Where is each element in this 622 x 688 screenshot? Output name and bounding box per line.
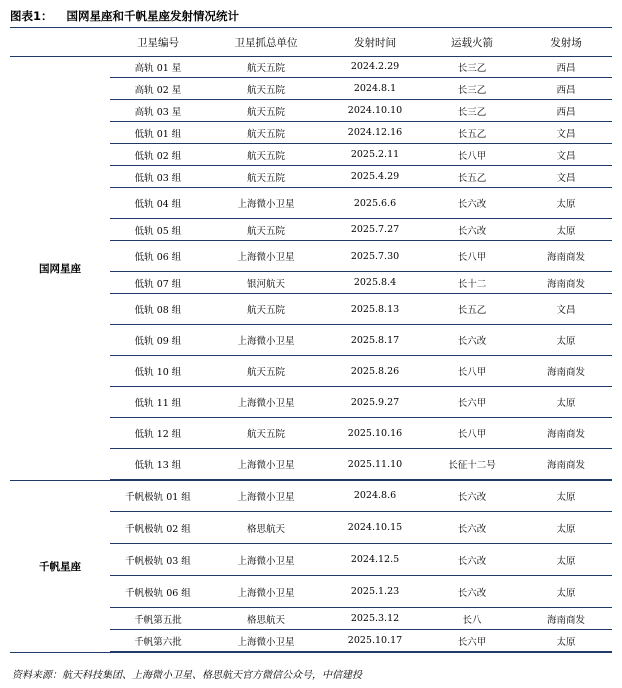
launch-date-cell: 2024.8.1 xyxy=(353,83,397,94)
launch-date-cell: 2024.10.10 xyxy=(347,105,403,116)
table-row xyxy=(110,325,612,356)
table-row xyxy=(110,630,612,652)
launch-date-cell: 2024.8.6 xyxy=(353,490,397,501)
table-row xyxy=(110,356,612,387)
satellite-id-cell: 低轨 08 组 xyxy=(134,305,182,316)
launch-site-cell: 太原 xyxy=(556,199,576,210)
rocket-cell: 长六改 xyxy=(457,199,487,210)
table-row xyxy=(110,122,612,144)
table-row xyxy=(110,188,612,219)
launch-site-cell: 西昌 xyxy=(556,62,576,74)
satellite-id-cell: 低轨 12 组 xyxy=(134,429,182,440)
satellite-id-cell: 千帆极轨 03 组 xyxy=(125,555,191,567)
launch-site-cell: 文昌 xyxy=(556,172,576,184)
table-row xyxy=(110,387,612,418)
launch-site-cell: 太原 xyxy=(556,555,576,567)
contractor-cell: 上海微小卫星 xyxy=(237,587,295,599)
header-launch-date: 发射时间 xyxy=(354,37,396,49)
rocket-cell: 长八甲 xyxy=(457,367,487,378)
table-row xyxy=(110,166,612,188)
launch-date-cell: 2025.1.23 xyxy=(350,586,400,597)
rocket-cell: 长五乙 xyxy=(457,172,487,184)
launch-site-cell: 太原 xyxy=(556,491,576,503)
launch-date-cell: 2024.12.16 xyxy=(347,127,403,138)
header-rocket: 运载火箭 xyxy=(451,37,493,49)
rocket-cell: 长六改 xyxy=(457,225,487,237)
rocket-cell: 长八甲 xyxy=(457,429,487,440)
launch-site-cell: 海南商发 xyxy=(546,614,585,626)
satellite-id-cell: 千帆极轨 02 组 xyxy=(125,523,191,535)
table-row xyxy=(110,480,612,512)
launch-site-cell: 太原 xyxy=(556,636,576,648)
launch-site-cell: 太原 xyxy=(556,523,576,535)
satellite-id-cell: 高轨 03 星 xyxy=(134,106,182,118)
rocket-cell: 长五乙 xyxy=(457,128,487,140)
rocket-cell: 长六甲 xyxy=(457,636,487,648)
launch-site-cell: 太原 xyxy=(556,225,576,237)
header-launch-site: 发射场 xyxy=(550,37,582,49)
satellite-id-cell: 千帆极轨 06 组 xyxy=(125,587,191,599)
launch-date-cell: 2024.12.5 xyxy=(350,554,400,565)
contractor-cell: 上海微小卫星 xyxy=(237,252,295,263)
table-bottom-border xyxy=(10,652,612,653)
launch-site-cell: 海南商发 xyxy=(546,429,585,440)
contractor-cell: 银河航天 xyxy=(246,278,285,290)
rocket-cell: 长六改 xyxy=(457,523,487,535)
contractor-cell: 上海微小卫星 xyxy=(237,460,295,471)
satellite-id-cell: 高轨 01 星 xyxy=(134,62,182,74)
satellite-id-cell: 低轨 02 组 xyxy=(134,150,182,162)
rocket-cell: 长八甲 xyxy=(457,252,487,263)
rocket-cell: 长三乙 xyxy=(457,62,487,74)
contractor-cell: 上海微小卫星 xyxy=(237,555,295,567)
contractor-cell: 航天五院 xyxy=(246,367,285,378)
launch-date-cell: 2025.10.17 xyxy=(347,635,403,646)
launch-date-cell: 2025.4.29 xyxy=(350,171,400,182)
launch-date-cell: 2024.2.29 xyxy=(350,61,400,72)
satellite-id-cell: 低轨 04 组 xyxy=(134,199,182,210)
satellite-id-cell: 低轨 09 组 xyxy=(134,336,182,347)
table-row xyxy=(110,418,612,449)
satellite-id-cell: 高轨 02 星 xyxy=(134,84,182,96)
table-row xyxy=(110,100,612,122)
launch-date-cell: 2025.11.10 xyxy=(347,458,403,470)
satellite-id-cell: 千帆第六批 xyxy=(134,636,182,648)
rocket-cell: 长五乙 xyxy=(457,305,487,316)
table-row xyxy=(110,219,612,241)
contractor-cell: 格思航天 xyxy=(246,614,285,626)
rocket-cell: 长六改 xyxy=(457,491,487,503)
rocket-cell: 长六改 xyxy=(457,555,487,567)
contractor-cell: 航天五院 xyxy=(246,84,285,96)
rocket-cell: 长三乙 xyxy=(457,106,487,118)
launch-date-cell: 2025.9.27 xyxy=(350,396,400,408)
contractor-cell: 格思航天 xyxy=(246,523,285,535)
launch-site-cell: 文昌 xyxy=(556,305,576,316)
launch-date-cell: 2025.8.26 xyxy=(350,365,400,377)
table-row xyxy=(110,272,612,294)
launch-date-cell: 2025.8.17 xyxy=(350,334,400,346)
launch-date-cell: 2025.8.13 xyxy=(350,303,400,315)
figure-title-text: 国网星座和千帆星座发射情况统计 xyxy=(66,9,240,23)
group-label: 国网星座 xyxy=(39,262,81,275)
satellite-id-cell: 千帆极轨 01 组 xyxy=(125,491,191,503)
launch-site-cell: 西昌 xyxy=(556,106,576,118)
table-row xyxy=(110,576,612,608)
contractor-cell: 航天五院 xyxy=(246,150,285,162)
contractor-cell: 上海微小卫星 xyxy=(237,336,295,347)
group-label: 千帆星座 xyxy=(39,560,81,573)
launch-site-cell: 西昌 xyxy=(556,84,576,96)
table-row xyxy=(110,512,612,544)
header-contractor: 卫星抓总单位 xyxy=(234,37,298,49)
table-row xyxy=(110,608,612,630)
figure-label: 图表1： xyxy=(10,9,53,23)
launch-date-cell: 2025.7.27 xyxy=(350,224,400,235)
launch-site-cell: 海南商发 xyxy=(546,367,585,378)
contractor-cell: 上海微小卫星 xyxy=(237,636,295,648)
rocket-cell: 长八 xyxy=(462,614,482,626)
contractor-cell: 上海微小卫星 xyxy=(237,199,295,210)
satellite-id-cell: 低轨 07 组 xyxy=(134,278,182,290)
table-row xyxy=(110,241,612,272)
contractor-cell: 航天五院 xyxy=(246,225,285,237)
figure-title xyxy=(10,6,612,28)
rocket-cell: 长六改 xyxy=(457,336,487,347)
launch-site-cell: 文昌 xyxy=(556,150,576,162)
launch-date-cell: 2025.8.4 xyxy=(353,277,397,288)
contractor-cell: 航天五院 xyxy=(246,305,285,316)
launch-date-cell: 2025.3.12 xyxy=(350,613,400,624)
satellite-id-cell: 低轨 06 组 xyxy=(134,252,182,263)
contractor-cell: 航天五院 xyxy=(246,128,285,140)
launch-date-cell: 2025.7.30 xyxy=(350,250,400,262)
source-note: 资料来源：航天科技集团、上海微小卫星、格思航天官方微信公众号，中信建投 xyxy=(12,670,362,681)
satellite-id-cell: 低轨 13 组 xyxy=(134,460,182,471)
rocket-cell: 长十二 xyxy=(457,278,487,290)
launch-date-cell: 2025.2.11 xyxy=(350,149,400,160)
satellite-id-cell: 低轨 10 组 xyxy=(134,367,182,378)
table-row xyxy=(110,449,612,480)
table-row xyxy=(110,294,612,325)
launch-site-cell: 文昌 xyxy=(556,128,576,140)
contractor-cell: 航天五院 xyxy=(246,429,285,440)
contractor-cell: 航天五院 xyxy=(246,62,285,74)
table-row xyxy=(110,56,612,78)
header-satellite-id: 卫星编号 xyxy=(137,37,179,49)
launch-date-cell: 2024.10.15 xyxy=(347,522,403,533)
rocket-cell: 长六改 xyxy=(457,587,487,599)
satellite-id-cell: 千帆第五批 xyxy=(134,614,182,626)
contractor-cell: 航天五院 xyxy=(246,172,285,184)
satellite-id-cell: 低轨 01 组 xyxy=(134,128,182,140)
rocket-cell: 长征十二号 xyxy=(448,460,496,471)
table-row xyxy=(110,544,612,576)
launch-site-cell: 太原 xyxy=(556,398,576,409)
contractor-cell: 航天五院 xyxy=(246,106,285,118)
satellite-id-cell: 低轨 11 组 xyxy=(134,398,182,409)
rocket-cell: 长三乙 xyxy=(457,84,487,96)
rocket-cell: 长八甲 xyxy=(457,150,487,162)
contractor-cell: 上海微小卫星 xyxy=(237,398,295,409)
launch-site-cell: 太原 xyxy=(556,336,576,347)
table-header xyxy=(10,30,612,56)
launch-site-cell: 太原 xyxy=(556,587,576,599)
launch-site-cell: 海南商发 xyxy=(546,278,585,290)
table-row xyxy=(110,78,612,100)
rocket-cell: 长六甲 xyxy=(457,398,487,409)
launch-date-cell: 2025.6.6 xyxy=(353,197,397,209)
launch-date-cell: 2025.10.16 xyxy=(347,427,403,439)
contractor-cell: 上海微小卫星 xyxy=(237,491,295,503)
satellite-id-cell: 低轨 05 组 xyxy=(134,225,182,237)
table-row xyxy=(110,144,612,166)
launch-site-cell: 海南商发 xyxy=(546,252,585,263)
satellite-id-cell: 低轨 03 组 xyxy=(134,172,182,184)
launch-site-cell: 海南商发 xyxy=(546,460,585,471)
